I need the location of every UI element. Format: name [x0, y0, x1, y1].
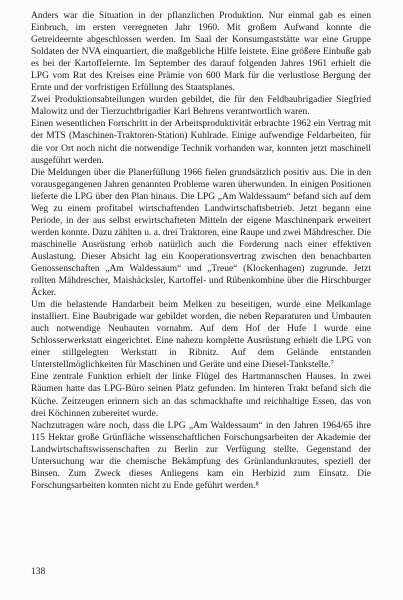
paragraph-forschungsarbeiten: Nachzutragen wäre noch, dass die LPG „Am Waldessaum“ in den Jahren 1964/65 ihre 115 Hektar große Grünfläche wissenschaftlichen Forschungsarbeiten der Akademie der Landwirtschaftswissenschaften zu Berlin zur Verfügung stellte. Gegenstand der Untersuchung war die chemische Bekämpfung des Grünlandunkrautes, speziell der Binsen. Zum Zweck dieses Anliegens kam ein Herbizid zum Einsatz. Die Forschungsarbeiten konnten nicht zu Ende geführt werden.⁸: [31, 420, 371, 491]
page-number: 138: [31, 567, 46, 577]
paragraph-melkanlage: Um die belastende Handarbeit beim Melken zu beseitigen, wurde eine Melkanlage installiert. Eine Baubrigade war gebildet worden, die neben Reparaturen und Umbauten auch notwendige Neubauten vornahm. Auf dem Hof der Hufe I wurde eine Schlosserwerkstatt eingerichtet. Eine nahezu komplette Ausrüstung erhielt die LPG von einer stillgelegten Werkstatt in Ribnitz. Auf dem Gelände entstanden Unterstellmöglichkeiten für Maschinen und Geräte und eine Diesel-Tankstelle.⁷: [31, 300, 371, 371]
paragraph-planerfuellung-1966: Die Meldungen über die Planerfüllung 1966 fielen grundsätzlich positiv aus. Die in den vorausgegangenen Jahren genannten Probleme waren überwunden. In einigen Positionen lieferte die LPG über den Plan hinaus. Die LPG „Am Waldessaum“ befand sich auf dem Weg zu einem profitabel wirtschaftenden Landwirtschaftsbetrieb. Jetzt begann eine Periode, in der aus selbst erwirtschafteten Mitteln der eigene Maschinenpark erweitert werden konnte. Dazu zählten u. a. drei Traktoren, eine Raupe und zwei Mähdrescher. Die maschinelle Ausrüstung erhob natürlich auch die Forderung nach einer effektiven Auslastung. Dieser Absicht lag ein Kooperationsvertrag zwischen den benachbarten Genossenschaften „Am Waldessaum“ und „Treue“ (Klockenhagen) zugrunde. Jetzt rollten Mähdrescher, Maishäcksler, Kartoffel- und Rübenkombine über die Hirschburger Äcker.: [31, 167, 371, 299]
paragraph-pflanzliche-produktion: Anders war die Situation in der pflanzlichen Produktion. Nur einmal gab es einen Einbruch, im ersten verregneten Jahr 1960. Mit großem Aufwand konnte die Getreideernte abgeschlossen werden. Im Saal der Konsumgaststätte war eine Gruppe Soldaten der NVA einquartiert, die maßgebliche Hilfe leistete. Eine größere Einbuße gab es bei der Kartoffelernte. Im September des darauf folgenden Jahres 1961 erhielt die LPG vom Rat des Kreises eine Prämie von 600 Mark für die verlustlose Bergung der Ernte und der vorfristigen Erfüllung des Staatsplanes.: [31, 11, 371, 94]
paragraph-mts-vertrag: Einen wesentlichen Fortschritt in der Arbeitsproduktivität erbrachte 1962 ein Vertrag mit der MTS (Maschinen-Traktoren-Station) Kuhlrade. Einige aufwendige Feldarbeiten, für die vor Ort noch nicht die notwendige Technik vorhanden war, konnten jetzt maschinell ausgeführt werden.: [31, 119, 371, 166]
body-text: [31, 10, 371, 492]
paragraph-hartmannsches-haus: Eine zentrale Funktion erhielt der linke Flügel des Hartmannschen Hauses. In zwei Räumen hatte das LPG-Büro seinen Platz gefunden. Im hinteren Trakt befand sich die Küche. Zeitzeugen erinnern sich an das schmackhafte und reichhaltige Essen, das von drei Köchinnen zubereitet wurde.: [31, 372, 371, 419]
paragraph-produktionsabteilungen: Zwei Produktionsabteilungen wurden gebildet, die für den Feldbaubrigadier Siegfried Malowitz und der Tierzuchtbrigadier Karl Behrens verantwortlich waren.: [31, 95, 371, 118]
